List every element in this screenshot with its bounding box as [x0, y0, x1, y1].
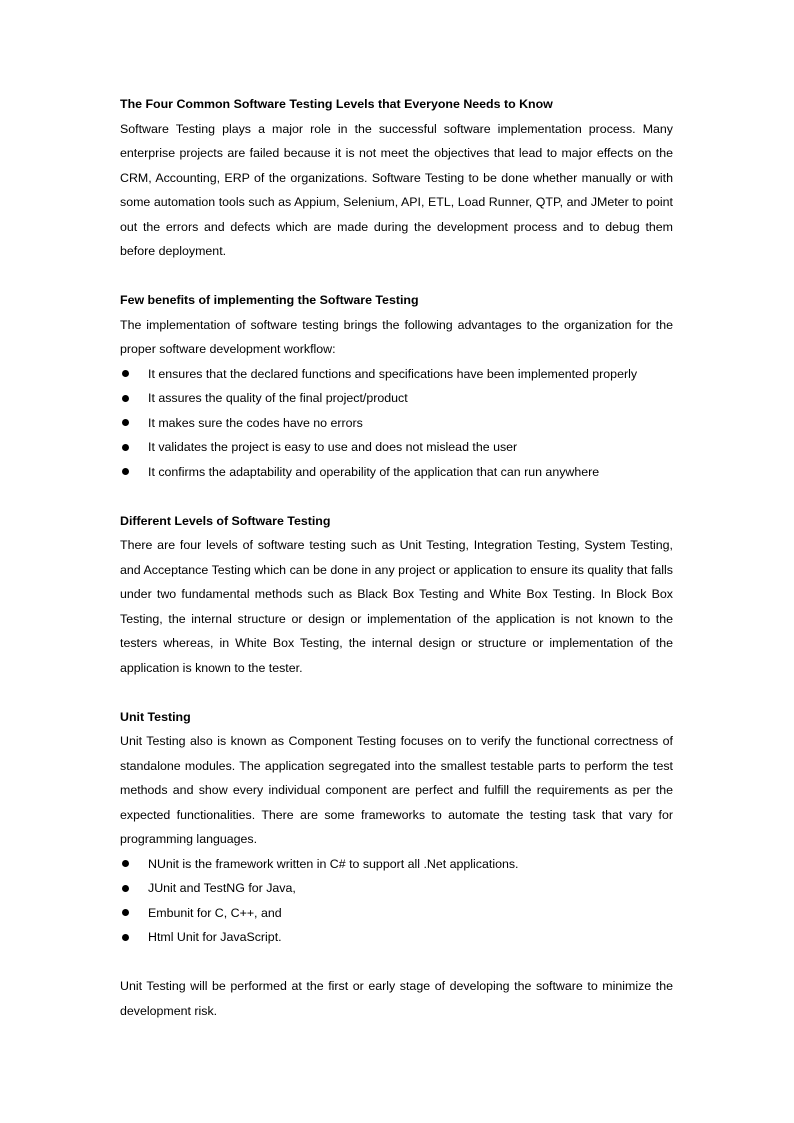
list-item: [120, 901, 673, 926]
bullet-icon: [122, 419, 129, 426]
bullet-icon: [122, 909, 129, 916]
list-item: [120, 411, 673, 436]
bullet-icon: [122, 444, 129, 451]
list-item: [120, 362, 673, 387]
list-item-text: Embunit for C, C++, and: [148, 905, 282, 920]
spacer: [120, 680, 673, 705]
list-item: [120, 386, 673, 411]
unit-testing-closing: Unit Testing will be performed at the first or early stage of developing the software to minimize the development risk.: [120, 979, 673, 1018]
list-item-text: It makes sure the codes have no errors: [148, 415, 363, 430]
benefits-paragraph: The implementation of software testing brings the following advantages to the organization for the proper software development workflow:: [120, 317, 673, 356]
intro-paragraph: Software Testing plays a major role in the successful software implementation process. Many enterprise projects are failed because it is not meet the objectives that lead to major effects on the CRM, Accounting, ERP of the organizations. Software Testing to be done whether manually or with some automation tools such as Appium, Selenium, API, ETL, Load Runner, QTP, and JMeter to point out the errors and defects which are made during the development process and to debug them before deployment.: [120, 121, 673, 258]
list-item: [120, 925, 673, 950]
bullet-icon: [122, 468, 129, 475]
list-item-text: It assures the quality of the final project/product: [148, 391, 408, 405]
spacer: [120, 484, 673, 509]
bullet-icon: [122, 860, 129, 867]
benefits-heading: Few benefits of implementing the Software Testing: [120, 293, 419, 307]
bullet-icon: [122, 934, 129, 941]
bullet-icon: [122, 370, 129, 377]
unit-testing-heading: Unit Testing: [120, 709, 191, 724]
document-page: [120, 92, 673, 1023]
unit-testing-paragraph: Unit Testing also is known as Component Testing focuses on to verify the functional correctness of standalone modules. The application segregated into the smallest testable parts to perform the test methods and show every individual component are perfect and fulfill the requirements as per the expected functionalities. There are some frameworks to automate the testing task that vary for programming languages.: [120, 734, 673, 846]
levels-paragraph: There are four levels of software testing such as Unit Testing, Integration Testing, System Testing, and Acceptance Testing which can be done in any project or application to ensure its quality that falls under two fundamental methods such as Black Box Testing and White Box Testing. In Block Box Testing, the internal structure or design or implementation of the application is not known to the testers whereas, in White Box Testing, the internal design or structure or implementation of the application is known to the tester.: [120, 538, 673, 675]
benefits-list: [120, 362, 673, 485]
list-item-text: It confirms the adaptability and operability of the application that can run anywhere: [148, 464, 600, 479]
unit-testing-list: [120, 852, 673, 950]
list-item: [120, 876, 673, 901]
intro-heading: The Four Common Software Testing Levels that Everyone Needs to Know: [120, 97, 553, 111]
list-item-text: JUnit and TestNG for Java,: [148, 881, 296, 895]
list-item: [120, 852, 673, 877]
list-item-text: It ensures that the declared functions and specifications have been implemented properly: [148, 366, 638, 381]
bullet-icon: [122, 395, 129, 402]
list-item: [120, 460, 673, 485]
spacer: [120, 950, 673, 975]
bullet-icon: [122, 885, 129, 892]
list-item-text: It validates the project is easy to use and does not mislead the user: [148, 440, 518, 454]
list-item-text: Html Unit for JavaScript.: [148, 930, 282, 944]
spacer: [120, 264, 673, 289]
levels-heading: Different Levels of Software Testing: [120, 513, 331, 528]
list-item-text: NUnit is the framework written in C# to support all .Net applications.: [148, 856, 519, 871]
list-item: [120, 435, 673, 460]
